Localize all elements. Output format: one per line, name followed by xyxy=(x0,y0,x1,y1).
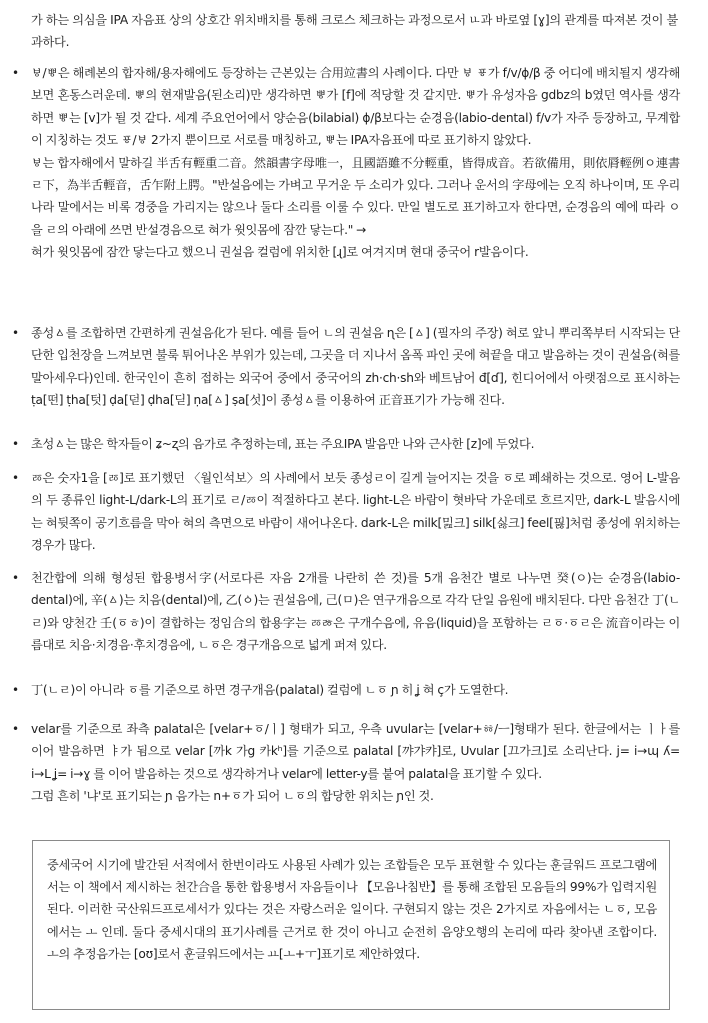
bullet-dot: • xyxy=(12,326,20,340)
bullet-section-2 xyxy=(10,322,680,412)
bullet-dot: • xyxy=(12,722,20,736)
bullet-section-5 xyxy=(10,567,680,657)
note-paragraph: 중세국어 시기에 발간된 서적에서 한번이라도 사용된 사례가 있는 조합들은 모두 표현할 수 있다는 훈글워드 프로그램에서는 이 책에서 제시하는 천간合을 통한 합용병서 자음들이나 【모음나침반】를 통해 조합된 모음들의 99%가 입력지원된다. 이러한 국산워드프로세서가 있다는 것은 자랑스러운 일이다. 구현되지 않는 것은 2가지로 자음에서는 ㄴㆆ, 모음에서는 ㅗ 인데. 둘다 중세시대의 표기사례를 근거로 한 것이 아니고 순전히 음양오행의 논리에 따라 찾아낸 조합이다. ㅗ의 추정음가는 [oʊ]로서 훈글워드에서는 ㅛ[ㅗ+ㅜ]표기로 제안하였다. xyxy=(47,858,657,961)
bullet-dot: • xyxy=(12,437,20,451)
bullet-paragraph: 종성ㅿ를 조합하면 간편하게 권설음化가 된다. 예를 들어 ㄴ의 권설음 ɳ은 [ㅿ] (필자의 주장) 혀로 앞니 뿌리쪽부터 시작되는 단단한 입천장을 느껴보면 불룩 튀어나온 부위가 있는데, 그곳을 더 지나서 옴폭 파인 곳에 혀끝을 대고 발음하는 것이 권설음(혀를 말아세우다)인데. 한국인이 흔히 접하는 외국어 중에서 중국어의 zh·ch·sh와 베트남어 đ[ɗ], 힌디어에서 아랫점으로 표시하는 ṭa[떤] ṭha[텃] ḍa[덛] ḍha[딛] ṇa[ㅿ] ṣa[섯]이 종성ㅿ를 이용하여 正音표기가 가능해 진다. xyxy=(31,326,680,408)
bullet-section-3 xyxy=(10,433,680,455)
bullet-section-7 xyxy=(10,718,680,808)
bullet-dot: • xyxy=(12,471,20,485)
intro-paragraph: 가 하는 의심을 IPA 자음표 상의 상호간 위치배치를 통해 크로스 체크하는 과정으로서 ㅥ과 바로옆 [ɣ]의 관계를 따져본 것이 불과하다. xyxy=(31,13,678,50)
bullet-paragraph: 丁(ㄴㄹ)이 아니라 ㆆ를 기준으로 하면 경구개음(palatal) 컬럼에 ㄴㆆ ɲ 히 ʝ 혀 ç가 도열한다. xyxy=(31,683,509,697)
bullet-section-1 xyxy=(10,62,680,264)
bullet-paragraph: 초성ㅿ는 많은 학자들이 ʑ~ʐ의 음가로 추정하는데, 표는 주요IPA 발음만 나와 근사한 [z]에 두었다. xyxy=(31,437,535,451)
bullet-dot: • xyxy=(12,571,20,585)
note-box xyxy=(32,840,670,1010)
sub-paragraph: 혀가 윗잇몸에 잠깐 닿는다고 했으니 권설음 컬럼에 위치한 [ɻ]로 여겨지며 현대 중국어 r발음이다. xyxy=(31,245,529,260)
bullet-paragraph: 천간합에 의해 형성된 합용병서字(서로다른 자음 2개를 나란히 쓴 것)를 5개 음천간 별로 나누면 癸(ㅇ)는 순경음(labio-dental)에, 辛(ㅿ)는 치음(dental)에, 乙(ㆁ)는 권설음에, 己(ㅁ)은 연구개음으로 각각 단일 음원에 배치된다. 다만 음천간 丁(ㄴㄹ)와 양천간 壬(ㆆㅎ)이 결합하는 정임合의 합용字는 ㅭㅀ은 구개수음에, 유음(liquid)을 포함하는 ㄹㆆ·ㆆㄹ은 流音이라는 이름대로 치음·치경음·후치경음에, ㄴㆆ은 경구개음으로 넓게 퍼져 있다. xyxy=(31,571,680,653)
bullet-section-6 xyxy=(10,679,680,701)
sub-paragraph: ㅸ는 합자해에서 말하길 半舌有輕重二音。然韻書字母唯一，且國語雖不分輕重，皆得成音。若欲備用，則依脣輕例ㅇ連書ㄹ下，為半舌輕音，舌乍附上腭。"반설음에는 가벼고 무거운 두 소리가 있다. 그러나 운서의 字母에는 오직 하나이며, 또 우리나라 말에서는 비록 경중을 가리지는 않으나 둘다 소리를 이룰 수 있다. 만일 별도로 표기하고자 한다면, 순경음의 예에 따라 ㅇ을 ㄹ의 아래에 쓰면 반설경음으로 혀가 윗잇몸에 잠깐 닿는다." → xyxy=(31,155,680,237)
bullet-dot: • xyxy=(12,66,20,80)
sub-paragraph: 그럼 흔히 '냐'로 표기되는 ɲ 음가는 n+ㆆ가 되어 ㄴㆆ의 합당한 위치는 ɲ인 것. xyxy=(31,789,434,804)
bullet-section-4 xyxy=(10,467,680,557)
bullet-paragraph: ㅭ은 숫자1을 [ㅭ]로 표기했던 〈월인석보〉의 사례에서 보듯 종성ㄹ이 길게 늘어지는 것을 ㆆ로 폐쇄하는 것으로. 영어 L-발음의 두 종류인 light-L/dark-L의 표기로 ㄹ/ㅭ이 적절하다고 본다. light-L은 바람이 혓바닥 가운데로 흐르지만, dark-L 발음시에는 혀뒷쪽이 공기흐름을 막아 혀의 측면으로 바람이 새어나온다. dark-L은 milk[밆크] silk[싫크] feel[핋]처럼 종성에 위치하는 경우가 많다. xyxy=(31,471,680,553)
bullet-paragraph: ㅸ/ㅹ은 해례본의 합자해/용자해에도 등장하는 근본있는 合用竝書의 사례이다. 다만 ㅸ ㆄ가 f/v/ɸ/β 중 어디에 배치될지 생각해보면 혼동스러운데. ㅹ의 현재발음(된소리)만 생각하면 ㅹ가 [f]에 적당할 것 같지만. ㅹ가 유성자음 gdbz의 b였던 역사를 생각하면 ㅹ는 [v]가 될 것 같다. 세계 주요언어에서 양순음(bilabial) ɸ/β보다는 순경음(labio-dental) f/v가 자주 등장하고, 무계합이 지칭하는 것도 ㆄ/ㅸ 2가지 뿐이므로 서로를 매칭하고, ㅹ는 IPA자음표에 따로 표기하지 않았다. xyxy=(31,66,680,148)
bullet-paragraph: velar를 기준으로 좌측 palatal은 [velar+ㆆ/ㅣ] 형태가 되고, 우측 uvular는 [velar+ㆅ/ㅡ]형태가 된다. 한글에서는 ㅣㅏ를 이어 발음하면 ㅑ가 됨으로 velar [까k 가g 카kʰ]를 기준으로 palatal [꺄갸캬]로, Uvular [끄가크]로 소리난다. j= i→ɰ ʎ= i→L ʝ= i→ɣ 를 이어 발음하는 것으로 생각하거나 velar에 letter-y를 붙여 palatal을 표기할 수 있다. xyxy=(31,722,680,781)
bullet-dot: • xyxy=(12,683,20,697)
